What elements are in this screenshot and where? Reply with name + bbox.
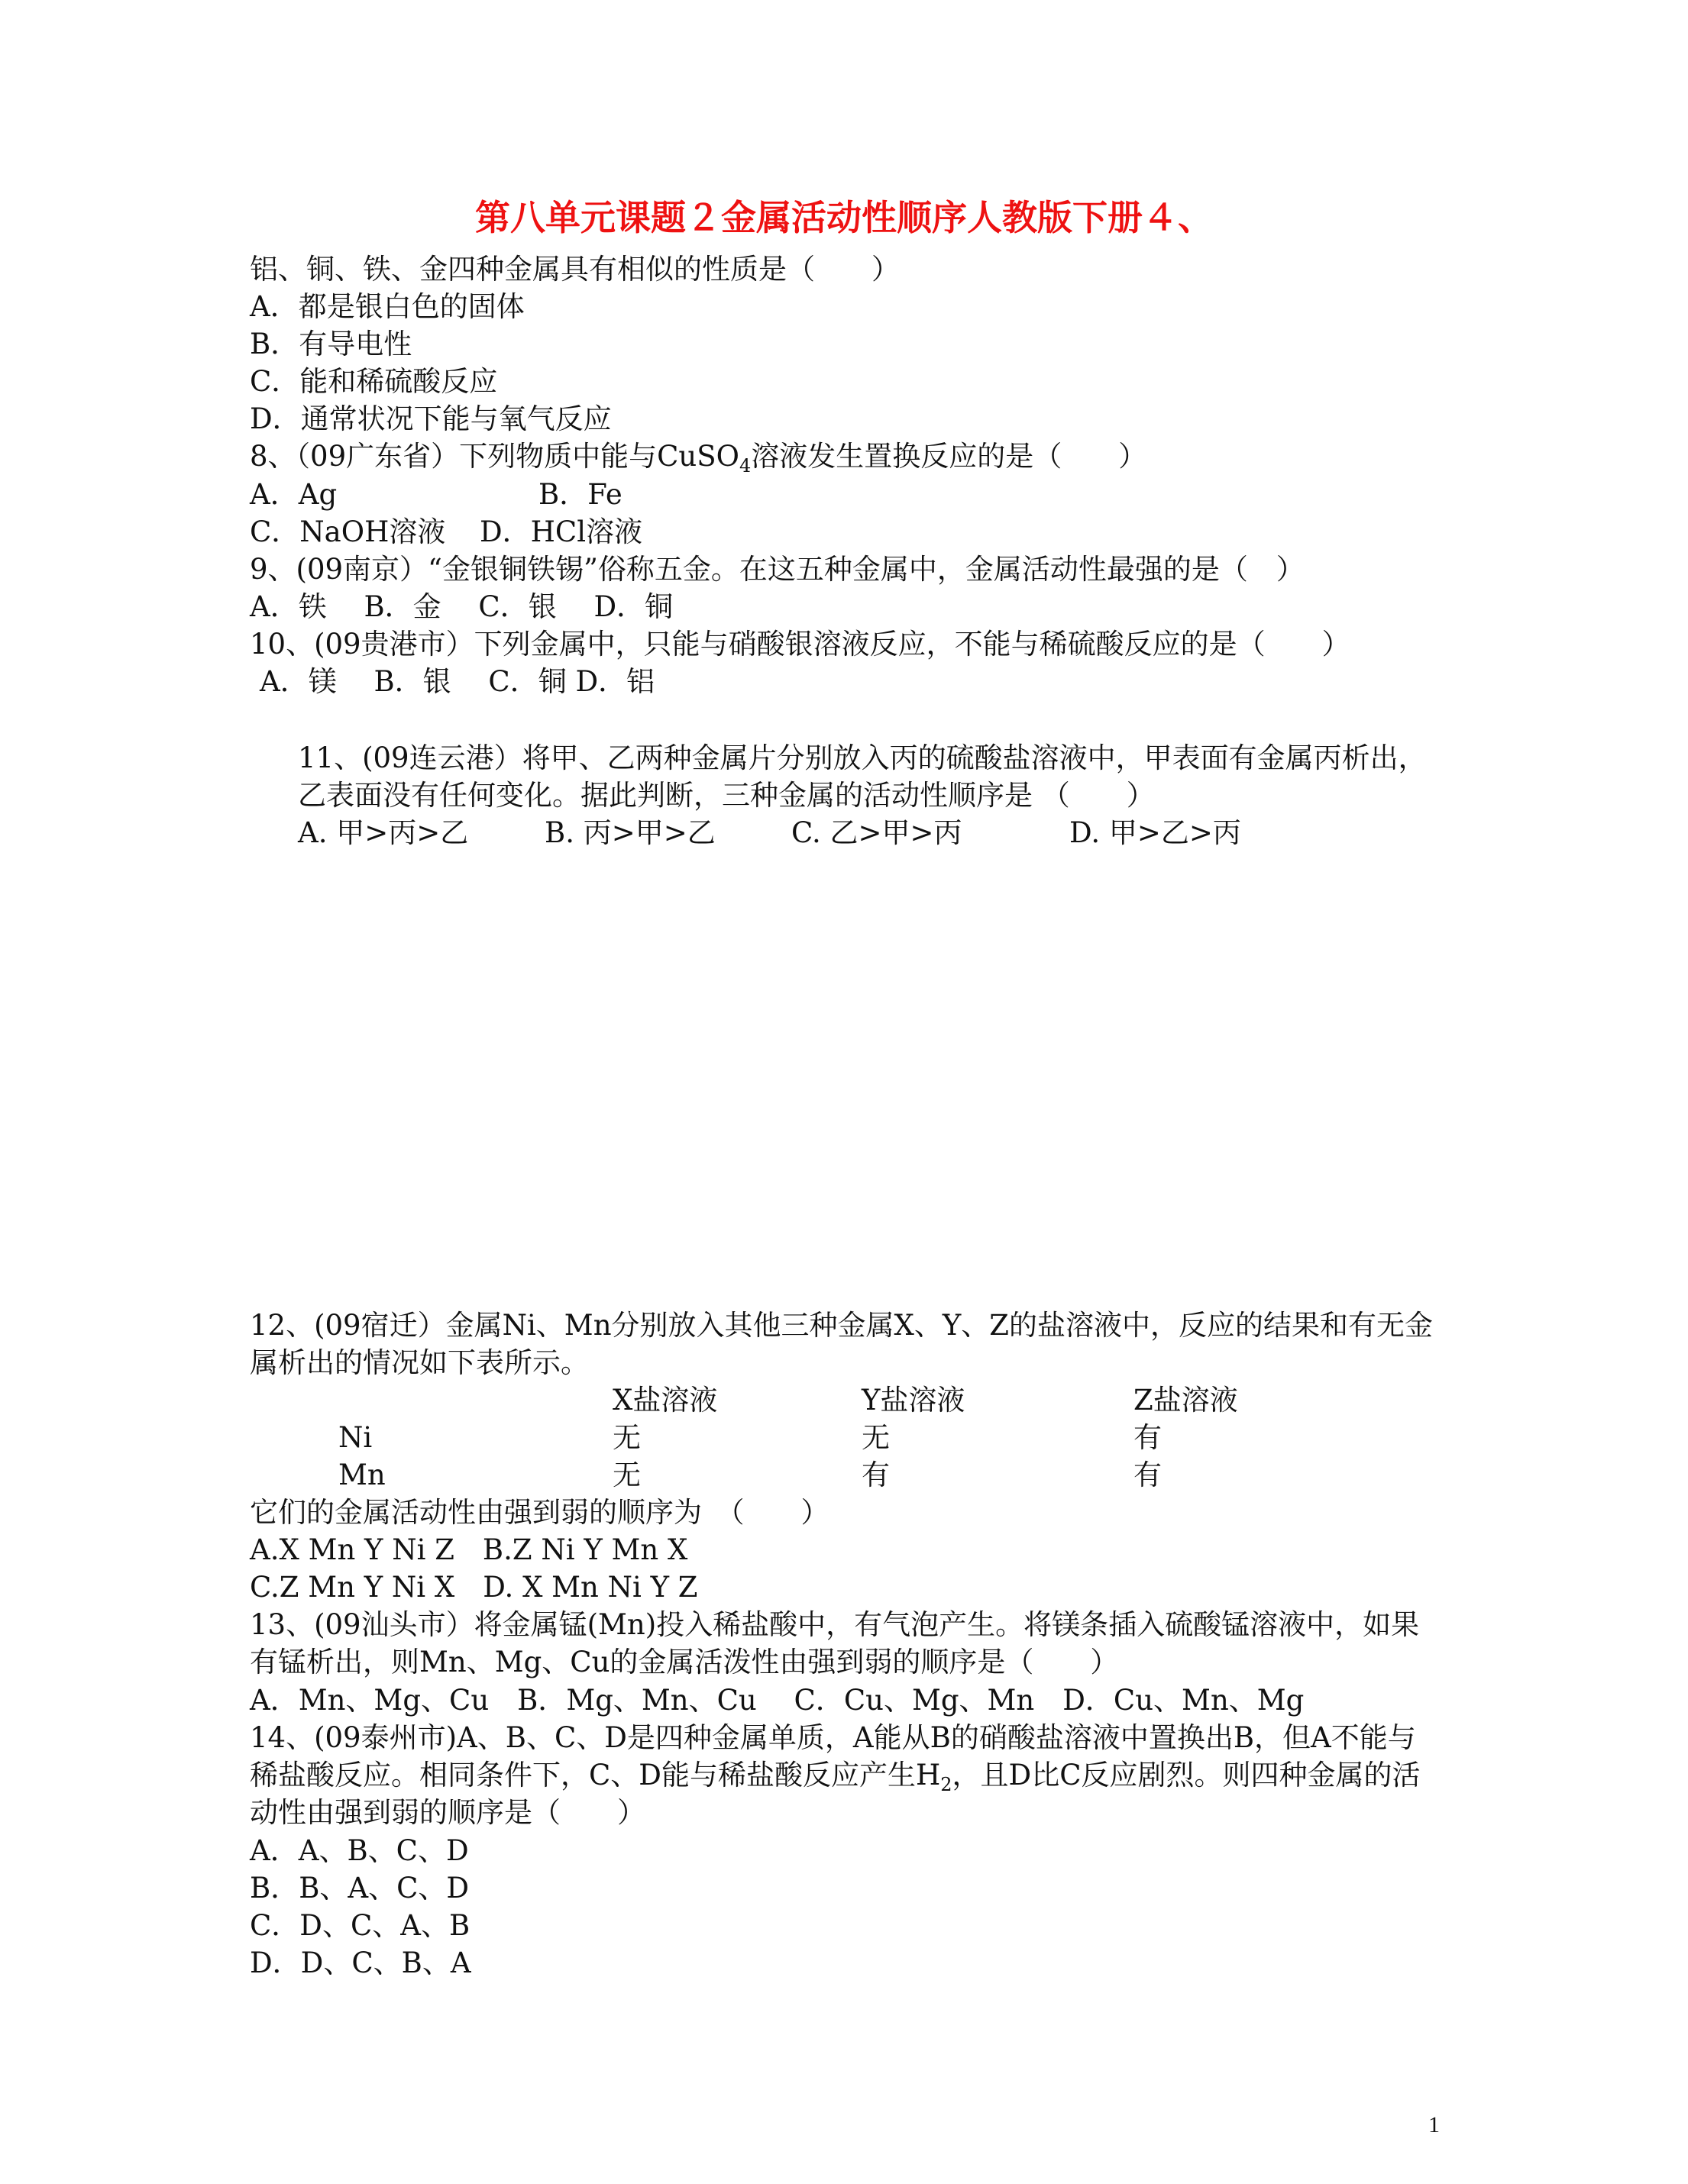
q14-option-a: A．A、B、C、D <box>250 1834 469 1867</box>
q8-option-c: C．NaOH溶液 <box>250 515 446 548</box>
q14-option-b: B．B、A、C、D <box>250 1872 470 1905</box>
table-row-mn-label: Mn <box>338 1459 386 1491</box>
q8-option-a: A．Ag <box>250 478 338 511</box>
q8-stem-subscript: 4 <box>739 455 752 477</box>
q14-line-3: 动性由强到弱的顺序是（ ） <box>250 1796 645 1829</box>
q11-option-c: C. 乙>甲>丙 <box>791 816 962 849</box>
q11-option-d: D. 甲>乙>丙 <box>1069 816 1241 849</box>
document-title: 第八单元课题２金属活动性顺序人教版下册４、 <box>475 197 1213 238</box>
q11-option-a: A. 甲>丙>乙 <box>298 816 469 849</box>
q13-line-2: 有锰析出，则Mn、Mg、Cu的金属活泼性由强到弱的顺序是（ ） <box>250 1646 1119 1678</box>
q8-stem-before: 8、（09广东省）下列物质中能与CuSO <box>250 440 739 473</box>
q8-option-b: B．Fe <box>538 478 622 511</box>
table-cell: 无 <box>613 1421 641 1454</box>
page-number: 1 <box>1428 2112 1440 2137</box>
q11-line-2: 乙表面没有任何变化。据此判断，三种金属的活动性顺序是 （ ） <box>298 779 1155 812</box>
q7-stem: 铝、铜、铁、金四种金属具有相似的性质是（ ） <box>250 253 900 286</box>
q12-line-2: 属析出的情况如下表所示。 <box>250 1346 589 1379</box>
q12-options-1: A.X Mn Y Ni Z B.Z Ni Y Mn X <box>250 1533 688 1566</box>
q14-line-2-subscript: 2 <box>940 1774 952 1795</box>
q14-option-d: D．D、C、B、A <box>250 1947 471 1979</box>
q13-options: A．Mn、Mg、Cu B．Mg、Mn、Cu C．Cu、Mg、Mn D．Cu、Mn、Mg <box>250 1684 1305 1717</box>
q9-stem: 9、(09南京）“金银铜铁锡”俗称五金。在这五种金属中，金属活动性最强的是（ ） <box>250 553 1305 586</box>
table-cell: 有 <box>1133 1421 1162 1454</box>
q7-option-b: B．有导电性 <box>250 328 412 360</box>
q11-line-1: 11、(09连云港）将甲、乙两种金属片分别放入丙的硫酸盐溶液中，甲表面有金属丙析出， <box>298 741 1427 774</box>
table-header-x: X盐溶液 <box>613 1384 718 1417</box>
table-cell: 有 <box>1133 1459 1162 1491</box>
q7-option-c: C．能和稀硫酸反应 <box>250 365 498 398</box>
q12-options-2: C.Z Mn Y Ni X D. X Mn Ni Y Z <box>250 1571 698 1604</box>
q7-option-d: D．通常状况下能与氧气反应 <box>250 402 612 435</box>
q12-question: 它们的金属活动性由强到弱的顺序为 （ ） <box>250 1496 829 1529</box>
q8-stem <box>250 440 1147 477</box>
q10-stem: 10、(09贵港市）下列金属中，只能与硝酸银溶液反应，不能与稀硫酸反应的是（ ） <box>250 628 1350 661</box>
q13-line-1: 13、(09汕头市）将金属锰(Mn)投入稀盐酸中，有气泡产生。将镁条插入硫酸锰溶液中，如果 <box>250 1608 1420 1641</box>
q14-option-c: C．D、C、A、B <box>250 1909 471 1942</box>
table-row-ni-label: Ni <box>338 1421 373 1454</box>
table-cell: 有 <box>862 1459 890 1491</box>
q8-option-d: D．HCl溶液 <box>480 515 643 548</box>
table-header-y: Y盐溶液 <box>862 1384 965 1417</box>
q7-option-a: A．都是银白色的固体 <box>250 290 525 323</box>
q9-options: A．铁 B．金 C．银 D．铜 <box>250 590 674 623</box>
table-header-z: Z盐溶液 <box>1133 1384 1238 1417</box>
q14-line-2-before: 稀盐酸反应。相同条件下，C、D能与稀盐酸反应产生H <box>250 1759 941 1791</box>
table-cell: 无 <box>862 1421 890 1454</box>
q8-stem-after: 溶液发生置换反应的是（ ） <box>751 440 1147 473</box>
q12-line-1: 12、(09宿迁）金属Ni、Mn分别放入其他三种金属X、Y、Z的盐溶液中，反应的结果和有无金 <box>250 1309 1433 1342</box>
q14-line-2-after: ，且D比C反应剧烈。则四种金属的活 <box>952 1759 1421 1791</box>
q10-options: A．镁 B．银 C．铜 D．铝 <box>260 665 655 698</box>
table-cell: 无 <box>613 1459 641 1491</box>
q14-line-2 <box>250 1759 1421 1795</box>
q11-option-b: B. 丙>甲>乙 <box>545 816 716 849</box>
q14-line-1: 14、(09泰州市)A、B、C、D是四种金属单质，A能从B的硝酸盐溶液中置换出B，但A不能与 <box>250 1721 1416 1754</box>
